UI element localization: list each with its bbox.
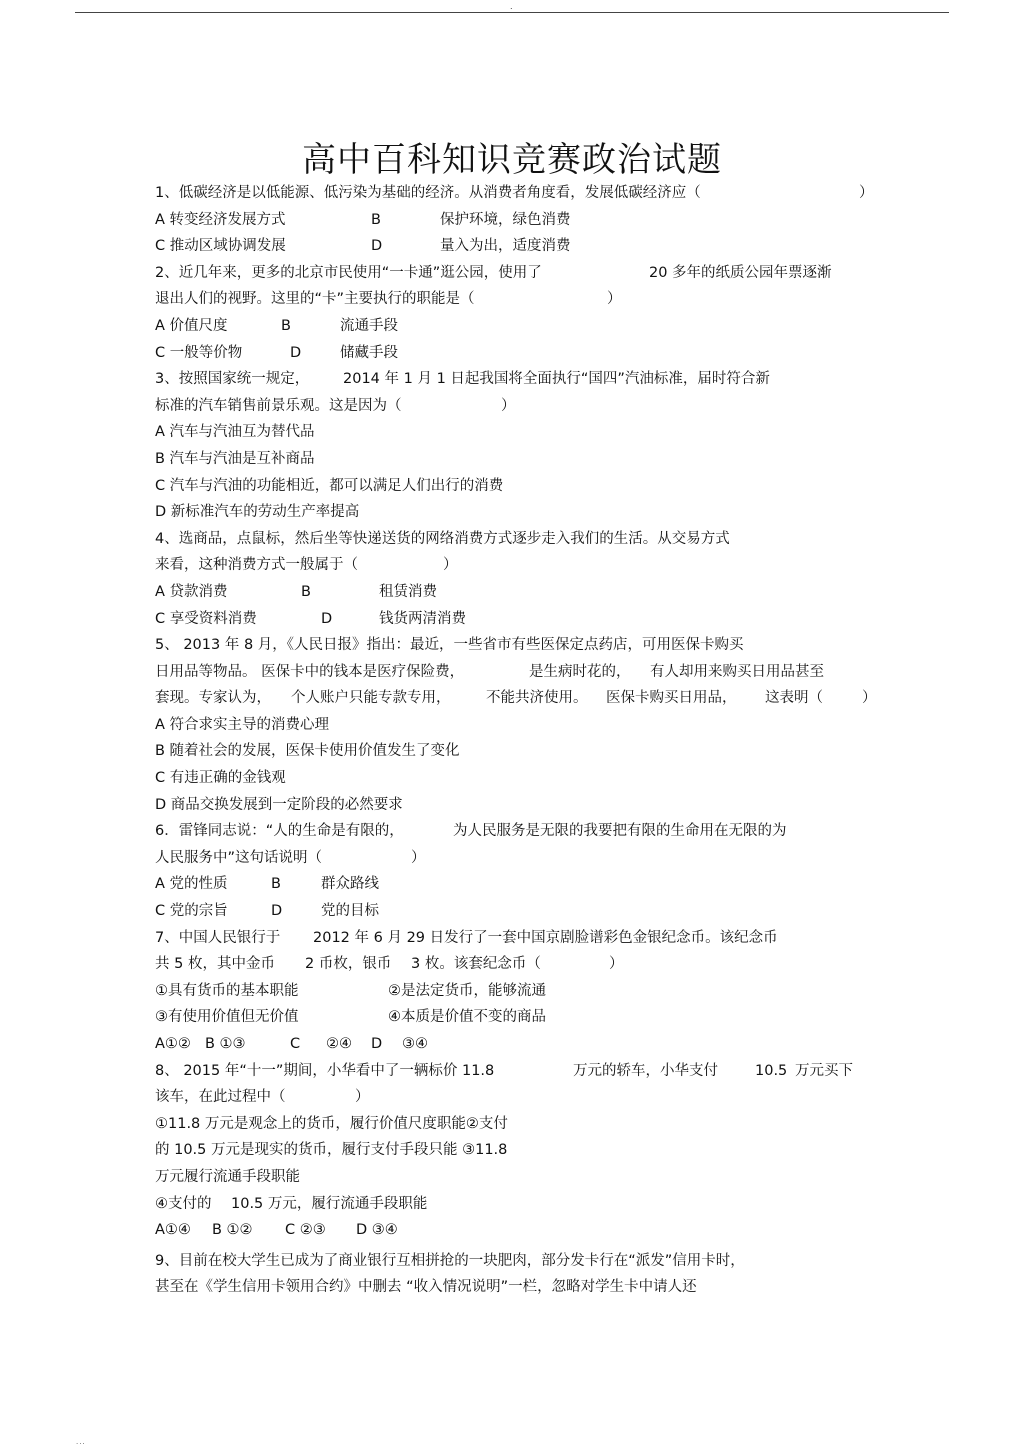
q2-stem-line1: 2、近几年来，更多的北京市民使用“一卡通”逛公园，使用了 20 多年的纸质公园年票逐渐 bbox=[155, 264, 832, 281]
q8-statement-1: ①11.8 万元是观念上的货币，履行价值尺度职能②支付 bbox=[155, 1115, 508, 1132]
q9-stem-line2: 甚至在《学生信用卡领用合约》中删去 “收入情况说明”一栏，忽略对学生卡中请人还 bbox=[155, 1279, 697, 1296]
q6-options-cd: C 党的宗旨 D 党的目标 bbox=[155, 903, 379, 920]
q1-stem: 1、低碳经济是以低能源、低污染为基础的经济。从消费者角度看，发展低碳经济应（ ） bbox=[155, 185, 874, 201]
q1-options-ab: A 转变经济发展方式 B 保护环境，绿色消费 bbox=[155, 211, 571, 228]
q3-stem-line1: 3、按照国家统一规定， 2014 年 1 月 1 日起我国将全面执行“国四”汽油标准，届时符合新 bbox=[155, 371, 770, 388]
q6-options-ab: A 党的性质 B 群众路线 bbox=[155, 876, 379, 893]
page-title: 高中百科知识竞赛政治试题 bbox=[302, 140, 722, 180]
q5-stem-line3: 套现。专家认为， 个人账户只能专款专用， 不能共济使用。 医保卡购买日用品， 这表明（ ） bbox=[155, 690, 877, 707]
q5-stem-line2: 日用品等物品。 医保卡中的钱本是医疗保险费， 是生病时花的， 有人却用来购买日用品甚至 bbox=[155, 663, 824, 680]
header-rule bbox=[75, 12, 949, 13]
q2-stem-line2: 退出人们的视野。这里的“卡”主要执行的职能是（ ） bbox=[155, 291, 622, 308]
q4-options-ab: A 贷款消费 B 租赁消费 bbox=[155, 583, 437, 600]
q8-statement-3: 万元履行流通手段职能 bbox=[155, 1168, 300, 1185]
q4-options-cd: C 享受资料消费 D 钱货两清消费 bbox=[155, 610, 466, 627]
q2-options-ab: A 价值尺度 B 流通手段 bbox=[155, 317, 398, 334]
q3-option-c: C 汽车与汽油的功能相近，都可以满足人们出行的消费 bbox=[155, 477, 504, 494]
q7-choices: A①② B ①③ C ②④ D ③④ bbox=[155, 1036, 428, 1052]
q3-option-a: A 汽车与汽油互为替代品 bbox=[155, 424, 315, 441]
q5-option-d: D 商品交换发展到一定阶段的必然要求 bbox=[155, 796, 403, 813]
q7-statements-34: ③有使用价值但无价值 ④本质是价值不变的商品 bbox=[155, 1009, 546, 1026]
q7-stem-line2: 共 5 枚，其中金币 2 币枚，银币 3 枚。该套纪念币（ ） bbox=[155, 956, 624, 973]
question-list bbox=[155, 180, 895, 1301]
q8-stem-line2: 该车，在此过程中（ ） bbox=[155, 1089, 370, 1106]
q3-option-b: B 汽车与汽油是互补商品 bbox=[155, 450, 315, 467]
footer-mark: ... bbox=[76, 1438, 86, 1446]
q8-statement-2: 的 10.5 万元是现实的货币，履行支付手段只能 ③11.8 bbox=[155, 1142, 508, 1159]
q8-statement-4: ④支付的 10.5 万元，履行流通手段职能 bbox=[155, 1195, 428, 1212]
q5-option-a: A 符合求实主导的消费心理 bbox=[155, 716, 330, 733]
q1-options-cd: C 推动区域协调发展 D 量入为出，适度消费 bbox=[155, 238, 571, 255]
q8-choices: A①④ B ①② C ②③ D ③④ bbox=[155, 1222, 398, 1239]
q6-stem-line1: 6．雷锋同志说：“人的生命是有限的， 为人民服务是无限的我要把有限的生命用在无限的为 bbox=[155, 823, 787, 840]
q3-option-d: D 新标准汽车的劳动生产率提高 bbox=[155, 504, 360, 521]
q7-statements-12: ①具有货币的基本职能 ②是法定货币，能够流通 bbox=[155, 982, 546, 999]
q9-stem-line1: 9、目前在校大学生已成为了商业银行互相拼抢的一块肥肉，部分发卡行在“派发”信用卡时， bbox=[155, 1252, 745, 1269]
q5-stem-line1: 5、 2013 年 8 月，《人民日报》指出：最近，一些省市有些医保定点药店，可用医保卡购买 bbox=[155, 637, 744, 654]
q7-stem-line1: 7、中国人民银行于 2012 年 6 月 29 日发行了一套中国京剧脸谱彩色金银纪念币。该纪念币 bbox=[155, 929, 778, 946]
q4-stem-line1: 4、选商品，点鼠标，然后坐等快递送货的网络消费方式逐步走入我们的生活。从交易方式 bbox=[155, 530, 730, 547]
q8-stem-line1: 8、 2015 年“十一”期间，小华看中了一辆标价 11.8 万元的轿车，小华支付 10.5 万元买下 bbox=[155, 1062, 853, 1079]
q5-option-b: B 随着社会的发展，医保卡使用价值发生了变化 bbox=[155, 743, 460, 760]
header-dot: . bbox=[510, 2, 513, 11]
q6-stem-line2: 人民服务中”这句话说明（ ） bbox=[155, 849, 426, 866]
q2-options-cd: C 一般等价物 D 储藏手段 bbox=[155, 344, 398, 361]
q4-stem-line2: 来看，这种消费方式一般属于（ ） bbox=[155, 557, 458, 574]
q3-stem-line2: 标准的汽车销售前景乐观。这是因为（ ） bbox=[155, 397, 516, 414]
q5-option-c: C 有违正确的金钱观 bbox=[155, 770, 286, 787]
